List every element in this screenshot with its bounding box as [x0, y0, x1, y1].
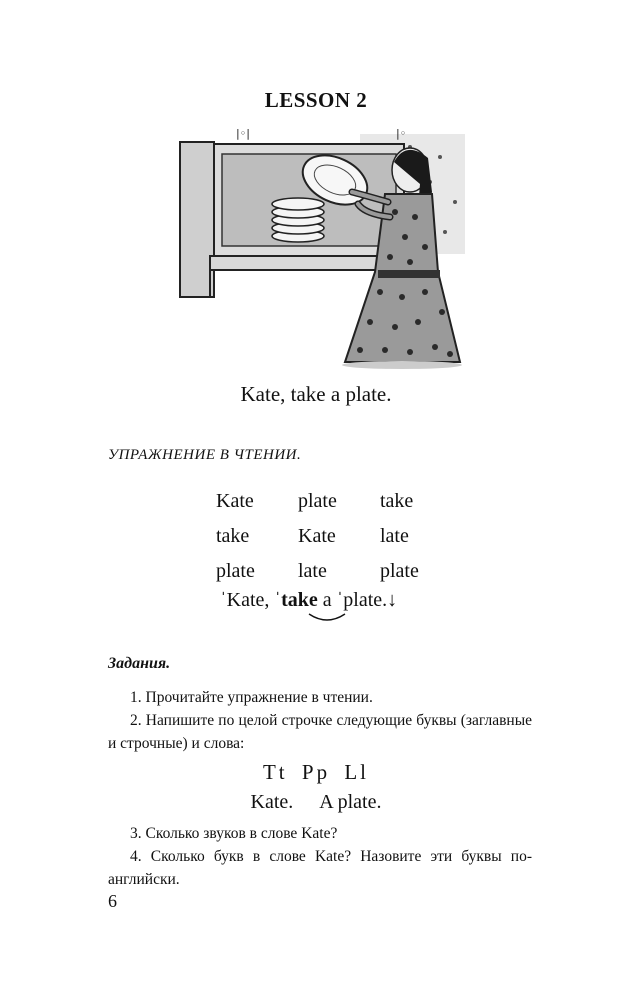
page-number: 6 [108, 891, 117, 911]
word-row [216, 554, 466, 589]
reading-word-grid [216, 484, 466, 589]
illustration-caption: Kate, take a plate. [240, 382, 392, 406]
example-word: A plate. [319, 791, 382, 813]
word-cell: plate [298, 490, 337, 512]
word-cell: take [216, 525, 250, 547]
task-item: 3. Сколько звуков в слове Kate? [130, 825, 338, 842]
svg-text:|◦: |◦ [396, 127, 407, 140]
reading-exercise-heading: УПРАЖНЕНИЕ В ЧТЕНИИ. [108, 447, 302, 463]
words-to-write [0, 791, 632, 814]
stress-word-take: ˈtake [274, 589, 318, 611]
stress-marked-sentence [220, 589, 397, 612]
stress-word-plate: ˈplate. [336, 589, 388, 611]
tasks-heading: Задания. [108, 655, 171, 672]
falling-intonation-arrow-icon: ↓ [387, 589, 398, 611]
letters-to-write: Tt Pp Ll [262, 760, 369, 784]
word-cell: take [380, 490, 414, 512]
word-cell: plate [380, 560, 419, 582]
svg-text:|◦|: |◦| [236, 127, 250, 140]
word-cell: late [380, 525, 409, 547]
task-item: 4. Сколько букв в слове Kate? Назовите эти буквы по-английски. [108, 848, 532, 888]
stress-word-a: a [317, 589, 337, 611]
linking-arc-icon [307, 612, 347, 624]
example-word: Kate. [250, 791, 294, 813]
lesson-title: LESSON 2 [264, 88, 368, 112]
word-cell: late [298, 560, 327, 582]
word-cell: Kate [298, 525, 336, 547]
task-item: 1. Прочитайте упражнение в чтении. [130, 689, 373, 706]
word-cell: plate [216, 560, 255, 582]
word-row [216, 519, 466, 554]
girl-placing-plates-on-shelf-illustration [170, 122, 470, 370]
stress-word-kate: ˈKate, [220, 589, 275, 611]
task-item: 2. Напишите по целой строчке следующие буквы (заглавные и строчные) и слова: [108, 712, 532, 752]
word-row [216, 484, 466, 519]
word-cell: Kate [216, 490, 254, 512]
